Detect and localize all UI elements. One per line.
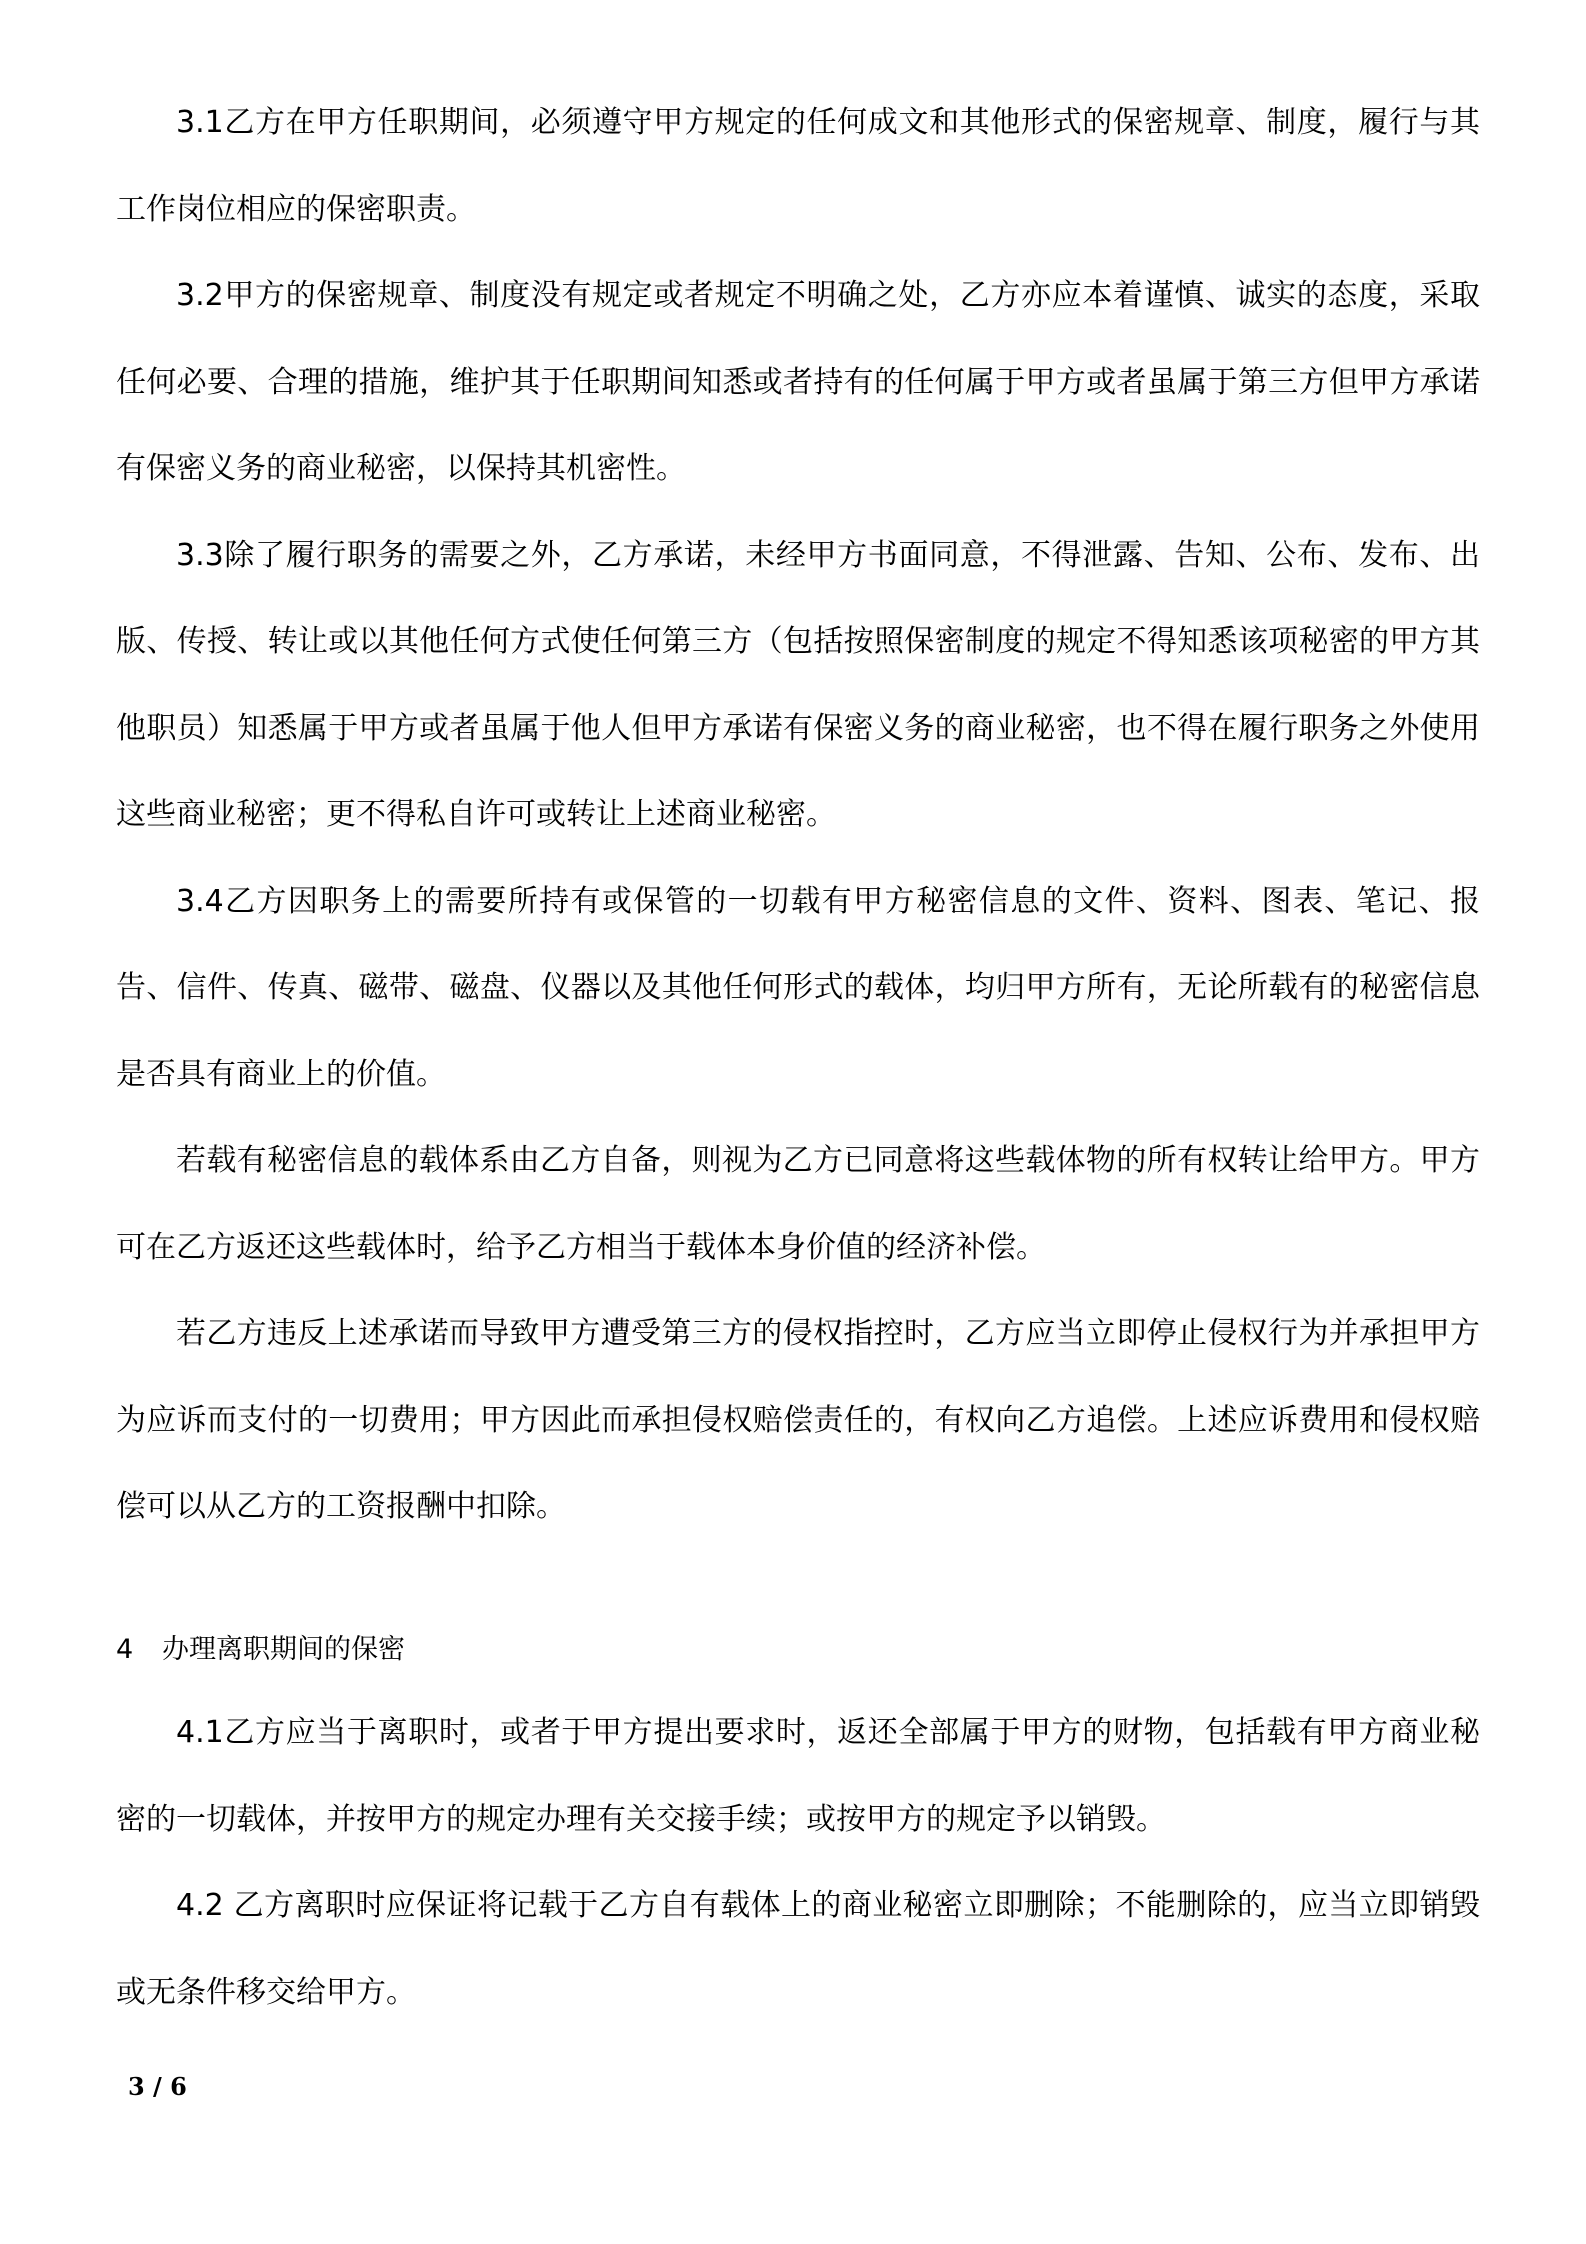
- clause-3-4: 3.4乙方因职务上的需要所持有或保管的一切载有甲方秘密信息的文件、资料、图表、笔记、报告、信件、传真、磁带、磁盘、仪器以及其他任何形式的载体，均归甲方所有，无论所载有的秘密信息是否具有商业上的价值。: [116, 883, 1480, 1092]
- section-4-heading: [116, 1630, 405, 1670]
- section-4-title: 办理离职期间的保密: [162, 1634, 405, 1665]
- clause-3-4-self-provided: 若载有秘密信息的载体系由乙方自备，则视为乙方已同意将这些载体物的所有权转让给甲方。甲方可在乙方返还这些载体时，给予乙方相当于载体本身价值的经济补偿。: [116, 1143, 1480, 1265]
- section-4-number: 4: [116, 1634, 134, 1665]
- clause-3-1: 3.1乙方在甲方任职期间，必须遵守甲方规定的任何成文和其他形式的保密规章、制度，履行与其工作岗位相应的保密职责。: [116, 105, 1480, 227]
- clause-3-2: 3.2甲方的保密规章、制度没有规定或者规定不明确之处，乙方亦应本着谨慎、诚实的态度，采取任何必要、合理的措施，维护其于任职期间知悉或者持有的任何属于甲方或者虽属于第三方但甲方承诺有保密义务的商业秘密，以保持其机密性。: [116, 278, 1480, 486]
- clause-3-4-infringement: 若乙方违反上述承诺而导致甲方遭受第三方的侵权指控时，乙方应当立即停止侵权行为并承担甲方为应诉而支付的一切费用；甲方因此而承担侵权赔偿责任的，有权向乙方追偿。上述应诉费用和侵权赔偿可以从乙方的工资报酬中扣除。: [116, 1316, 1480, 1524]
- section-4-body: [116, 1690, 1480, 2036]
- page-number: 3 / 6: [128, 2072, 187, 2101]
- clause-4-2: 4.2 乙方离职时应保证将记载于乙方自有载体上的商业秘密立即删除；不能删除的，应当立即销毁或无条件移交给甲方。: [116, 1888, 1480, 2010]
- clause-4-1: 4.1乙方应当于离职时，或者于甲方提出要求时，返还全部属于甲方的财物，包括载有甲方商业秘密的一切载体，并按甲方的规定办理有关交接手续；或按甲方的规定予以销毁。: [116, 1715, 1480, 1837]
- document-body: [116, 80, 1480, 1551]
- clause-3-3: 3.3除了履行职务的需要之外，乙方承诺，未经甲方书面同意，不得泄露、告知、公布、发布、出版、传授、转让或以其他任何方式使任何第三方（包括按照保密制度的规定不得知悉该项秘密的甲方其他职员）知悉属于甲方或者虽属于他人但甲方承诺有保密义务的商业秘密，也不得在履行职务之外使用这些商业秘密；更不得私自许可或转让上述商业秘密。: [116, 537, 1480, 832]
